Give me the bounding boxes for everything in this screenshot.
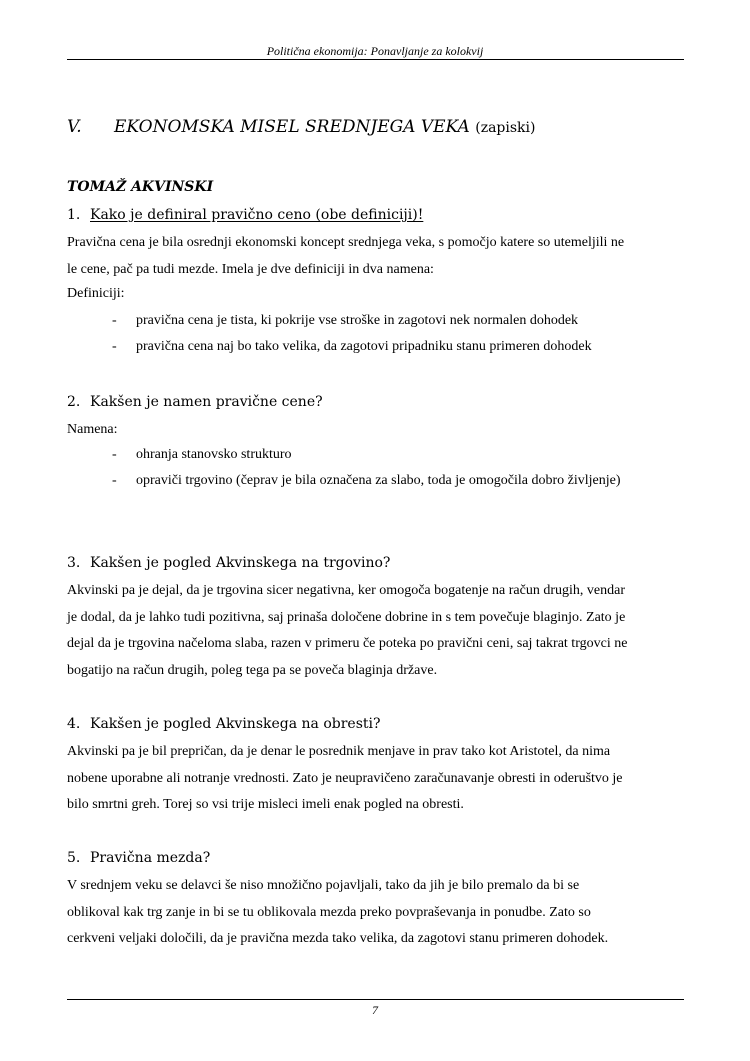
question-number: 2. xyxy=(67,394,81,410)
question-text: Pravična mezda? xyxy=(90,850,211,866)
text-line: cerkveni veljaki določili, da je pravična mezda tako velika, da zagotovi stanu primeren dohodek. xyxy=(67,931,609,946)
chapter-number: V. xyxy=(67,117,82,137)
text-line: oblikoval kak trg zanje in bi se tu oblikovala mezda preko povpraševanja in ponudbe. Zato so xyxy=(67,904,591,920)
answer-1 xyxy=(67,230,687,308)
question-text: Kakšen je pogled Akvinskega na trgovino? xyxy=(90,555,391,571)
question-1 xyxy=(67,207,423,223)
chapter-title-wrap xyxy=(114,117,535,137)
text-line: Pravična cena je bila osrednji ekonomski koncept srednjega veka, s pomočjo katere so utemeljili ne xyxy=(67,235,625,250)
question-number: 4. xyxy=(67,716,81,732)
text-line: le cene, pač pa tudi mezde. Imela je dve definiciji in dva namena: xyxy=(67,261,434,277)
text-line: Definiciji: xyxy=(67,286,125,301)
bullet-dash: - xyxy=(112,313,117,328)
question-2 xyxy=(67,394,323,410)
text-line: V srednjem veku se delavci še niso množično pojavljali, tako da jih je bilo premalo da bi se xyxy=(67,878,580,893)
bullet-dash: - xyxy=(112,447,117,462)
running-header: Politična ekonomija: Ponavljanje za kolokvij xyxy=(266,44,484,58)
list-item-text: pravična cena naj bo tako velika, da zagotovi pripadniku stanu primeren dohodek xyxy=(136,339,592,354)
text-line: nobene uporabne ali notranje vrednosti. Zato je neupravičeno zaračunavanje obresti in oderuštvo je xyxy=(67,770,623,786)
question-number: 3. xyxy=(67,555,81,571)
page-number: 7 xyxy=(372,1003,378,1017)
question-4 xyxy=(67,716,381,732)
question-text: Kakšen je namen pravične cene? xyxy=(90,394,323,410)
text-line: Namena: xyxy=(67,422,118,437)
footer-rule xyxy=(67,999,684,1000)
question-5 xyxy=(67,850,210,866)
text-line: bogatijo na račun drugih, poleg tega pa se poveča blaginja države. xyxy=(67,662,438,678)
text-line: Akvinski pa je dejal, da je trgovina sicer negativna, ker omogoča bogatenje na račun drugih, vendar xyxy=(67,583,625,598)
list-item-text: ohranja stanovsko strukturo xyxy=(136,447,292,462)
list-item xyxy=(112,339,592,355)
header-rule xyxy=(67,59,684,60)
question-3 xyxy=(67,555,390,571)
question-number: 1. xyxy=(67,207,81,223)
answer-2 xyxy=(67,417,687,444)
question-number: 5. xyxy=(67,850,81,866)
answer-4 xyxy=(67,739,687,819)
author-heading: TOMAŽ AKVINSKI xyxy=(67,179,214,195)
question-text: Kakšen je pogled Akvinskega na obresti? xyxy=(90,716,381,732)
text-line: Akvinski pa je bil prepričan, da je denar le posrednik menjave in prav tako kot Aristotel, da nima xyxy=(67,744,611,759)
bullet-dash: - xyxy=(112,339,117,354)
list-item xyxy=(112,313,578,329)
answer-5 xyxy=(67,873,687,953)
answer-3 xyxy=(67,578,687,684)
bullet-dash: - xyxy=(112,473,117,488)
list-item xyxy=(112,473,621,489)
chapter-note: (zapiski) xyxy=(475,120,536,136)
chapter-title: EKONOMSKA MISEL SREDNJEGA VEKA xyxy=(114,117,470,137)
list-item-text: opraviči trgovino (čeprav je bila označena za slabo, toda je omogočila dobro življenje) xyxy=(136,473,621,488)
text-line: je dodal, da je lahko tudi pozitivna, saj prinaša določene dobrine in s tem povečuje blaginjo. Zato je xyxy=(67,609,626,625)
question-text: Kako je definiral pravično ceno (obe definiciji)! xyxy=(90,207,424,223)
list-item-text: pravična cena je tista, ki pokrije vse stroške in zagotovi nek normalen dohodek xyxy=(136,313,579,328)
text-line: bilo smrtni greh. Torej so vsi trije misleci imeli enak pogled na obresti. xyxy=(67,797,464,812)
text-line: dejal da je trgovina načeloma slaba, razen v primeru če poteka po pravični ceni, saj takrat trgovci ne xyxy=(67,636,628,651)
list-item xyxy=(112,447,292,463)
